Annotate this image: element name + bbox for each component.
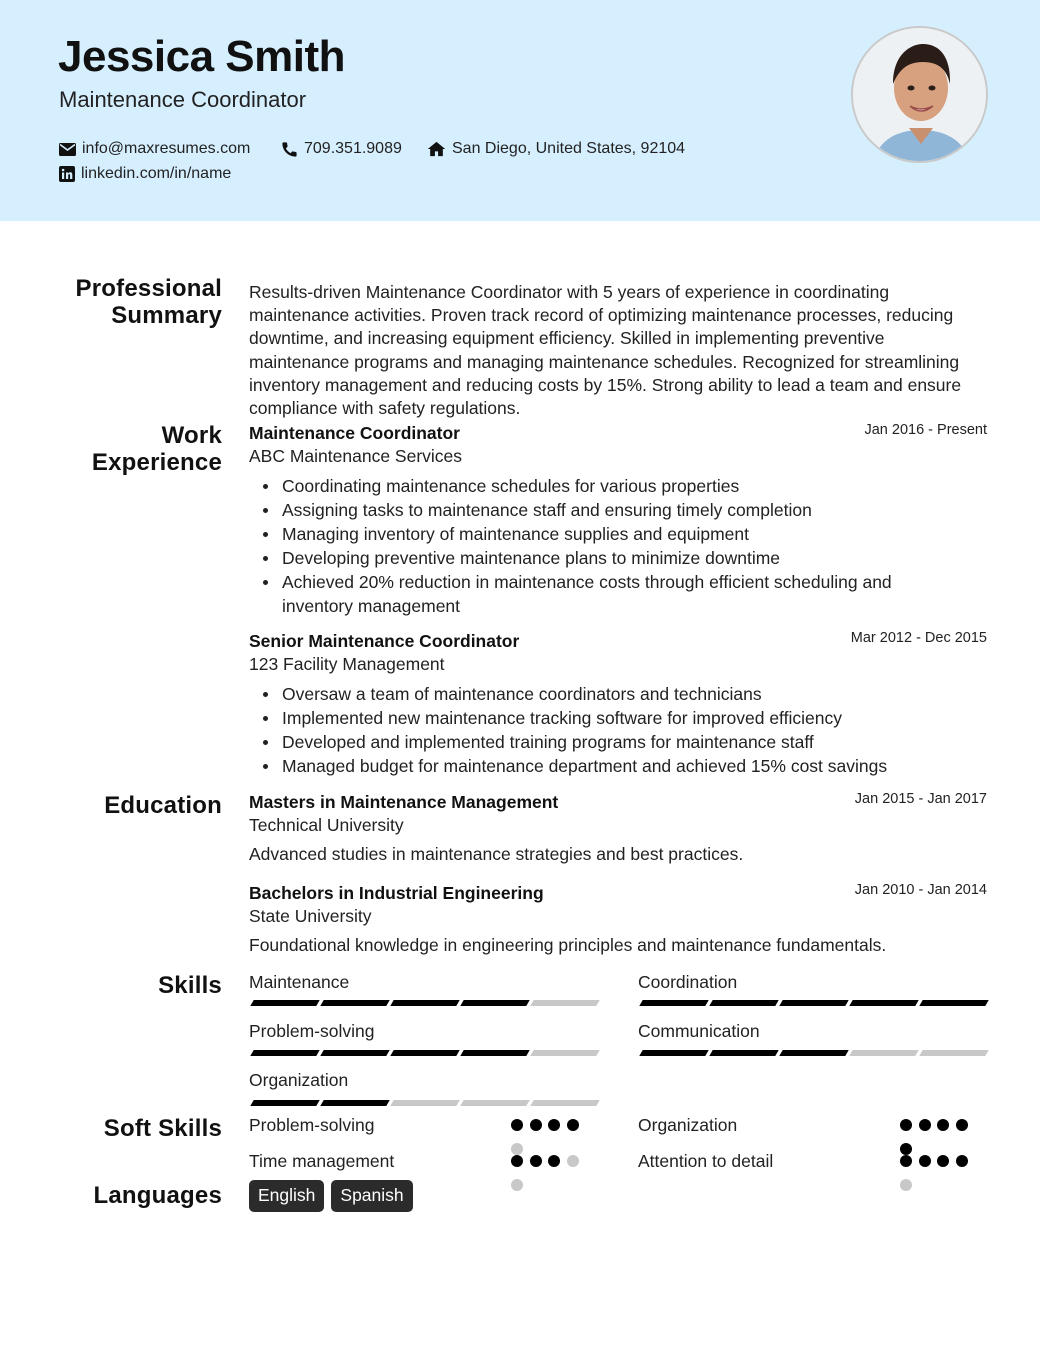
rating-dot-filled xyxy=(900,1119,912,1131)
skill-name: Coordination xyxy=(638,972,738,992)
skill-segment-filled xyxy=(390,1050,459,1056)
skill-segment-filled xyxy=(390,1000,459,1006)
summary-text: Results-driven Maintenance Coordinator with 5 years of experience in coordinating maintenance activities. Proven track record of optimizing maintenance processes, reducing downtime, and increasing equipment efficiency. Skilled in implementing preventive maintenance programs and managing maintenance schedules. Recognized for streamlining inventory management and reducing costs by 15%. Strong ability to lead a team and ensure compliance with safety regulations. xyxy=(249,282,962,419)
education-school: State University xyxy=(249,906,372,926)
summary-title-line-2: Summary xyxy=(111,302,222,329)
list-item: Developed and implemented training programs for maintenance staff xyxy=(282,730,962,754)
profile-photo xyxy=(851,26,988,163)
skill-name: Communication xyxy=(638,1021,760,1041)
skill-segment-filled xyxy=(250,1000,319,1006)
section-title-languages: Languages xyxy=(93,1182,222,1209)
rating-dot-filled xyxy=(567,1119,579,1131)
language-badge: Spanish xyxy=(331,1180,412,1212)
rating-dot-filled xyxy=(919,1119,931,1131)
skill-segment-filled xyxy=(320,1000,389,1006)
rating-dot-filled xyxy=(511,1155,523,1167)
rating-dot-filled xyxy=(937,1155,949,1167)
section-title-skills: Skills xyxy=(158,972,222,999)
soft-skill-name: Attention to detail xyxy=(638,1151,774,1171)
skill-name: Problem-solving xyxy=(249,1021,375,1041)
envelope-icon xyxy=(59,143,76,156)
soft-skill-name: Organization xyxy=(638,1115,738,1135)
section-title-summary xyxy=(76,275,222,329)
job-title: Maintenance Coordinator xyxy=(249,423,460,443)
skill-segment-filled xyxy=(250,1100,319,1106)
skill-segment-filled xyxy=(639,1050,708,1056)
soft-skill-rating xyxy=(511,1155,591,1203)
skill-segment-filled xyxy=(709,1000,778,1006)
skill-segment-filled xyxy=(460,1050,529,1056)
list-item: Managed budget for maintenance department and achieved 15% cost savings xyxy=(282,754,962,778)
work-title-line-2: Experience xyxy=(91,449,222,476)
education-description: Foundational knowledge in engineering principles and maintenance fundamentals. xyxy=(249,935,887,955)
education-description: Advanced studies in maintenance strategies and best practices. xyxy=(249,844,744,864)
skill-segment-filled xyxy=(639,1000,708,1006)
rating-dot-empty xyxy=(511,1143,523,1155)
education-degree: Masters in Maintenance Management xyxy=(249,792,559,812)
work-title-line-1: Work xyxy=(161,422,222,449)
language-badge: English xyxy=(249,1180,324,1212)
list-item: Achieved 20% reduction in maintenance costs through efficient scheduling and inventory management xyxy=(282,570,962,618)
rating-dot-filled xyxy=(956,1155,968,1167)
contact-email[interactable] xyxy=(59,140,250,158)
skill-segment-filled xyxy=(779,1050,848,1056)
skill-level-bar xyxy=(252,1000,602,1006)
skill-segment-empty xyxy=(530,1050,599,1056)
skill-segment-empty xyxy=(530,1000,599,1006)
list-item: Managing inventory of maintenance supplies and equipment xyxy=(282,522,962,546)
location-text: San Diego, United States, 92104 xyxy=(452,140,686,157)
skill-segment-empty xyxy=(849,1050,918,1056)
phone-icon xyxy=(281,141,298,158)
rating-dot-empty xyxy=(567,1155,579,1167)
skill-segment-filled xyxy=(919,1000,988,1006)
rating-dot-filled xyxy=(956,1119,968,1131)
skill-segment-empty xyxy=(460,1100,529,1106)
skill-segment-filled xyxy=(779,1000,848,1006)
soft-skill-name: Problem-solving xyxy=(249,1115,375,1135)
skill-segment-filled xyxy=(849,1000,918,1006)
rating-dot-filled xyxy=(937,1119,949,1131)
contact-linkedin[interactable] xyxy=(59,165,231,183)
home-icon xyxy=(427,141,446,157)
list-item: Assigning tasks to maintenance staff and ensuring timely completion xyxy=(282,498,962,522)
skill-level-bar xyxy=(252,1050,602,1056)
education-school: Technical University xyxy=(249,815,404,835)
rating-dot-empty xyxy=(511,1179,523,1191)
job-company: ABC Maintenance Services xyxy=(249,446,463,466)
candidate-name: Jessica Smith xyxy=(58,32,345,81)
skill-segment-filled xyxy=(320,1100,389,1106)
linkedin-text: linkedin.com/in/name xyxy=(81,165,232,182)
skill-segment-filled xyxy=(320,1050,389,1056)
list-item: Oversaw a team of maintenance coordinators and technicians xyxy=(282,682,962,706)
profile-avatar-icon xyxy=(853,28,988,163)
job-dates: Jan 2016 - Present xyxy=(864,422,987,438)
skill-name: Organization xyxy=(249,1070,349,1090)
list-item: Implemented new maintenance tracking software for improved efficiency xyxy=(282,706,962,730)
section-title-soft-skills: Soft Skills xyxy=(103,1115,222,1142)
skill-segment-filled xyxy=(709,1050,778,1056)
skill-level-bar xyxy=(252,1100,602,1106)
rating-dot-filled xyxy=(548,1155,560,1167)
languages-list xyxy=(249,1180,420,1212)
skill-level-bar xyxy=(641,1000,991,1006)
skill-segment-empty xyxy=(530,1100,599,1106)
list-item: Developing preventive maintenance plans to minimize downtime xyxy=(282,546,962,570)
skill-segment-filled xyxy=(250,1050,319,1056)
education-dates: Jan 2015 - Jan 2017 xyxy=(854,791,987,807)
summary-title-line-1: Professional xyxy=(75,275,222,302)
rating-dot-filled xyxy=(900,1143,912,1155)
rating-dot-filled xyxy=(919,1155,931,1167)
rating-dot-filled xyxy=(530,1155,542,1167)
rating-dot-empty xyxy=(900,1179,912,1191)
job-dates: Mar 2012 - Dec 2015 xyxy=(850,630,987,646)
soft-skill-name: Time management xyxy=(249,1151,395,1171)
header-banner xyxy=(0,0,1040,221)
section-title-work xyxy=(92,422,222,476)
contact-phone[interactable] xyxy=(281,140,402,158)
email-text: info@maxresumes.com xyxy=(82,140,251,157)
rating-dot-filled xyxy=(530,1119,542,1131)
list-item: Coordinating maintenance schedules for various properties xyxy=(282,474,962,498)
job-bullets xyxy=(282,682,962,778)
rating-dot-filled xyxy=(900,1155,912,1167)
phone-text: 709.351.9089 xyxy=(304,140,402,157)
job-title: Senior Maintenance Coordinator xyxy=(249,631,520,651)
education-dates: Jan 2010 - Jan 2014 xyxy=(854,882,987,898)
section-title-education: Education xyxy=(104,792,222,819)
job-bullets xyxy=(282,474,962,618)
education-degree: Bachelors in Industrial Engineering xyxy=(249,883,544,903)
contact-location xyxy=(427,140,685,158)
rating-dot-filled xyxy=(548,1119,560,1131)
skill-segment-empty xyxy=(919,1050,988,1056)
skill-level-bar xyxy=(641,1050,991,1056)
skill-segment-filled xyxy=(460,1000,529,1006)
rating-dot-filled xyxy=(511,1119,523,1131)
skill-name: Maintenance xyxy=(249,972,350,992)
linkedin-icon xyxy=(59,166,75,182)
soft-skill-rating xyxy=(900,1155,980,1203)
skill-segment-empty xyxy=(390,1100,459,1106)
candidate-role: Maintenance Coordinator xyxy=(59,87,307,112)
job-company: 123 Facility Management xyxy=(249,654,445,674)
